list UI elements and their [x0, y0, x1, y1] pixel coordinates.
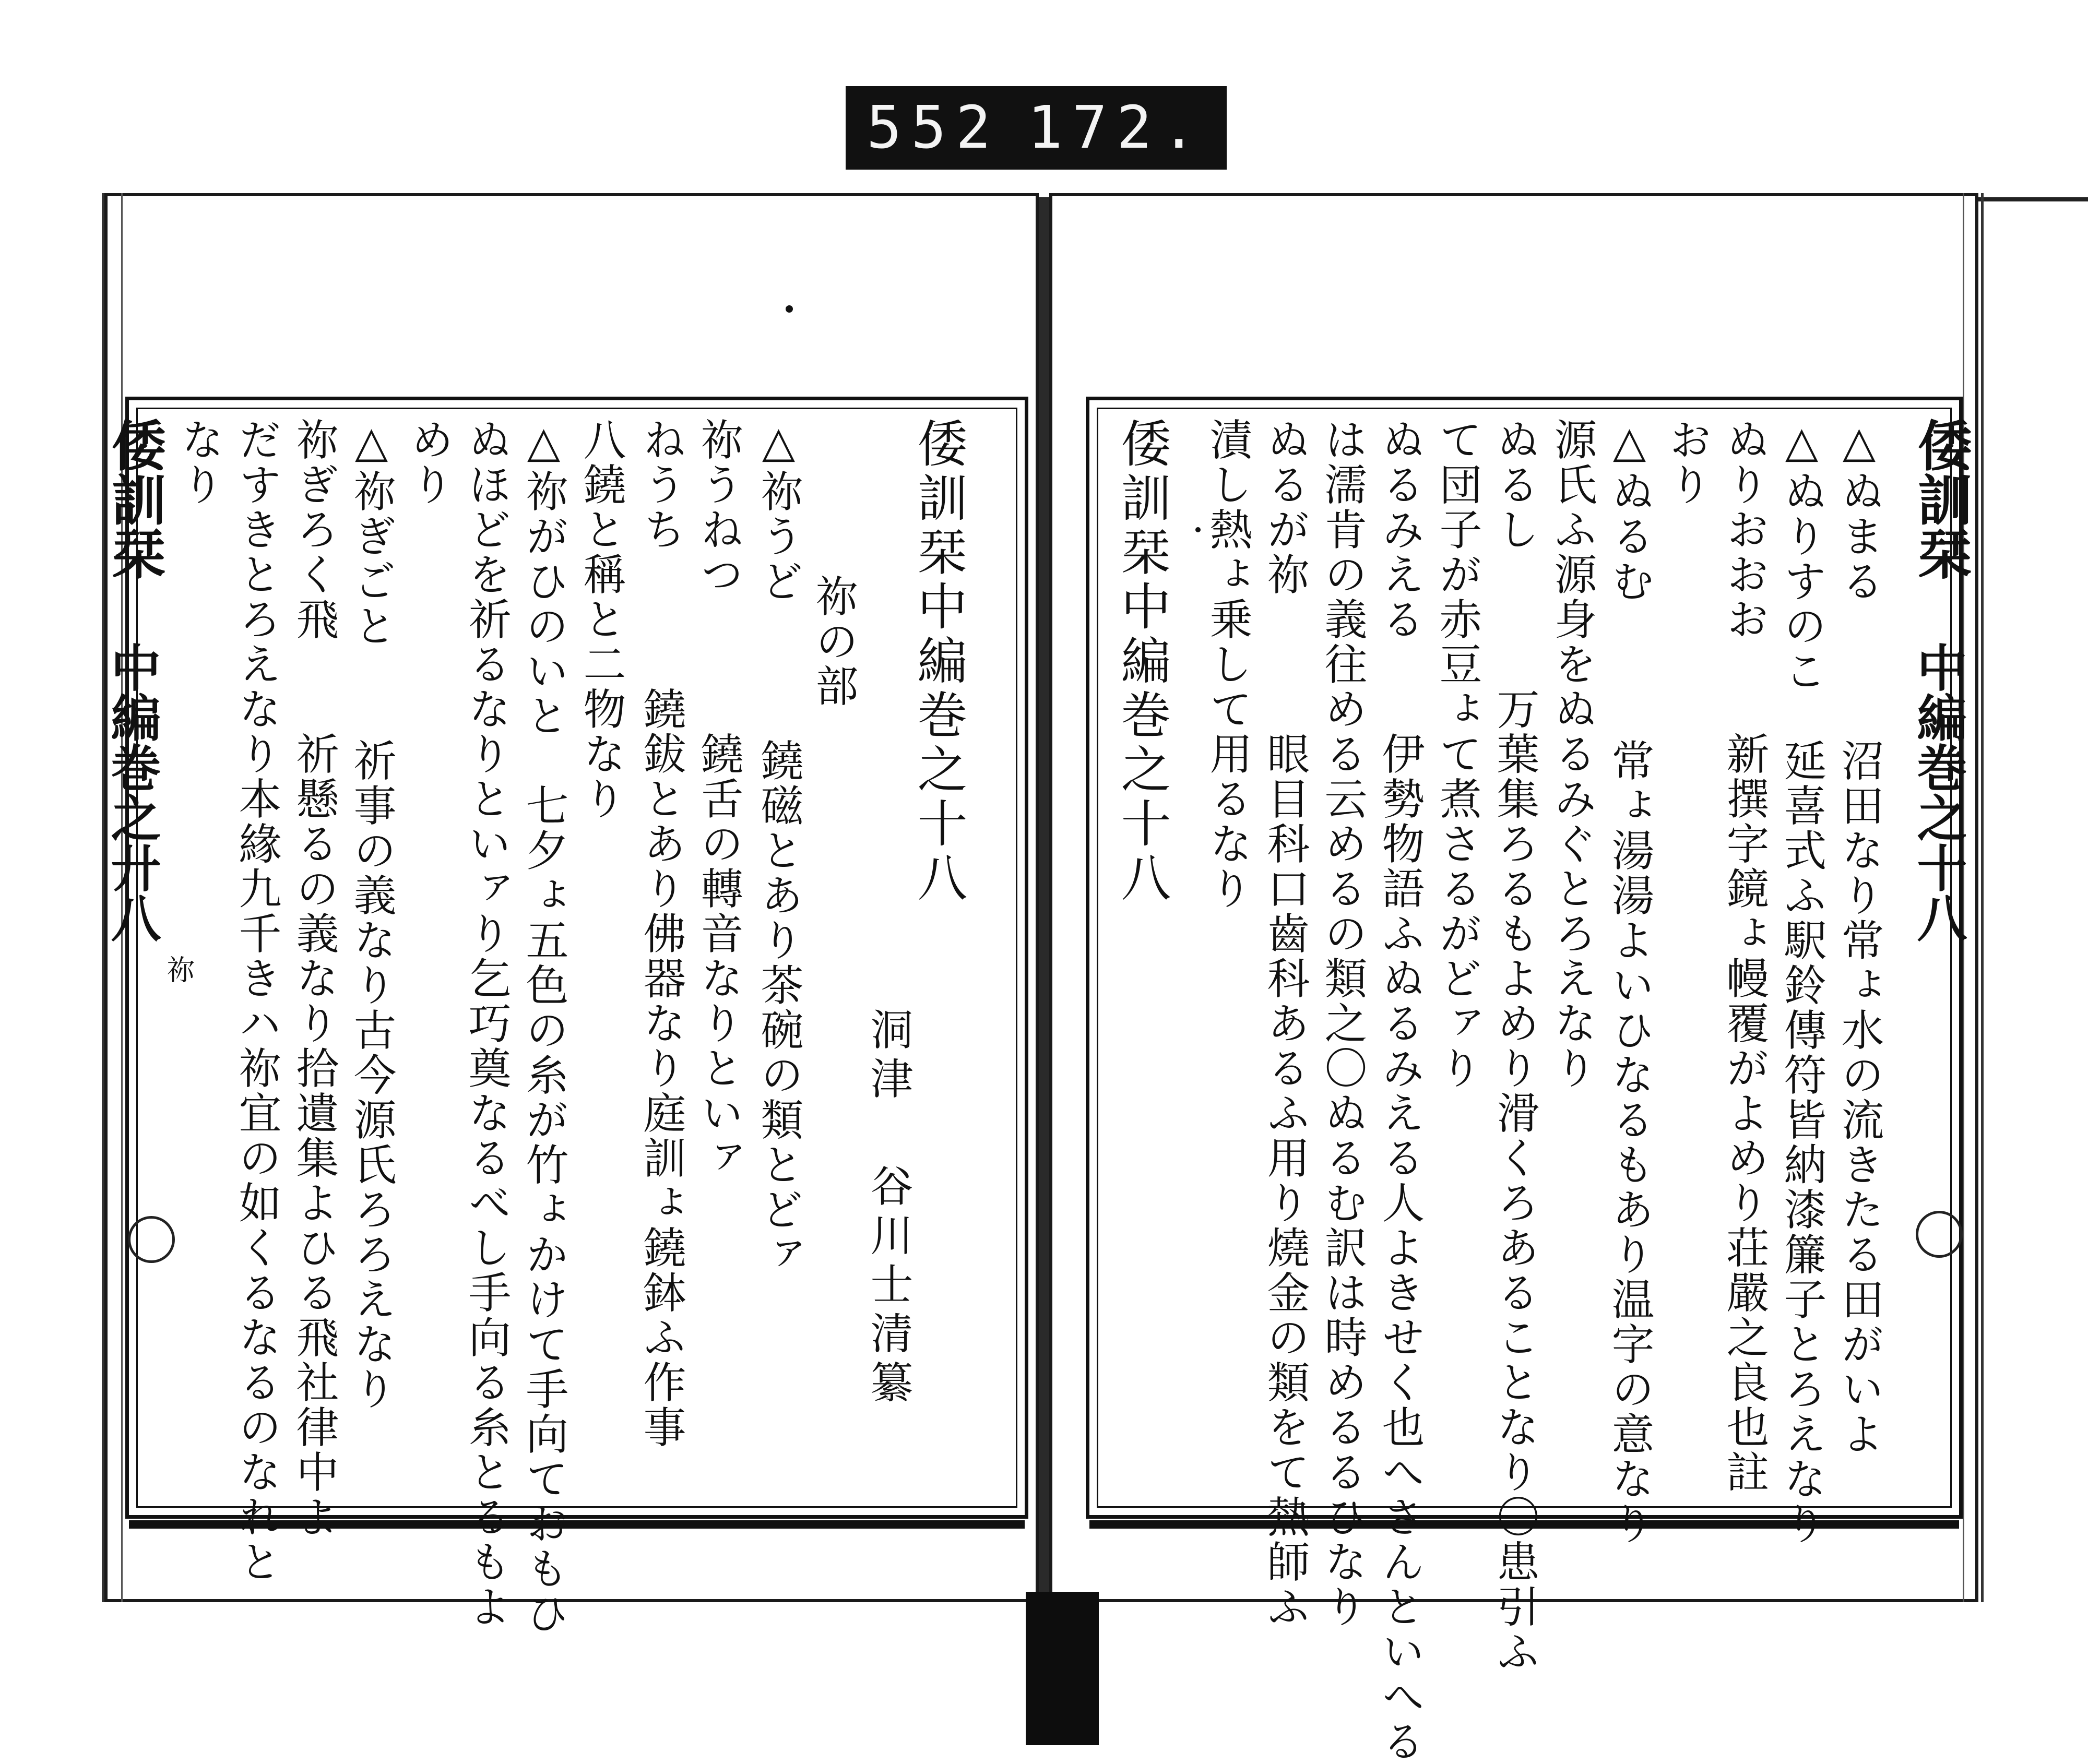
- left-text-column: なり: [174, 418, 224, 507]
- left-text-column: 八鐃と稱と二物なり: [576, 418, 626, 821]
- right-page-title: 倭訓栞中編巻之十八: [1113, 418, 1171, 906]
- right-text-column: ぬりおおお 新撰字鏡ょ幔覆がよめり荘嚴之良也註: [1719, 418, 1769, 1495]
- right-text-column: 漬し熱ょ乗して用るなり: [1203, 418, 1252, 911]
- right-text-column: 源氏ふ源身をぬるみぐとろえなり: [1547, 418, 1597, 1091]
- right-text-column: は濡肯の義往める云めるの類之〇ぬるむ訳は時めるるひなり: [1318, 418, 1367, 1629]
- scan-label: [846, 86, 1227, 170]
- left-edge-circle-mark: [128, 1216, 175, 1263]
- left-text-column: ねうち 鐃鈸とあり佛器なり庭訓ょ鐃鉢ふ作事: [636, 418, 686, 1450]
- left-text-column: ぬほどを祈るなりといァり乞巧奠なるべし手向る糸とるもよ: [461, 418, 511, 1629]
- left-page-title: 倭訓栞中編巻之十八: [909, 418, 968, 906]
- left-text-column: だすきとろえなり本緣九千きハ祢宜の如くるなるのなれと: [232, 418, 281, 1584]
- scan-label-left: 552: [867, 94, 1001, 162]
- left-edge-volume: 中編巻之廾八: [103, 642, 162, 943]
- right-edge-title: 倭訓栞: [1908, 418, 1973, 580]
- gutter-shadow: [1026, 1592, 1099, 1745]
- left-edge-part: 祢: [162, 955, 195, 983]
- right-text-column: △ぬりすのこ 延喜式ふ駅鈴傳符皆納漆簾子とろえなり: [1777, 418, 1826, 1546]
- right-text-column: ぬるし 万葉集ろるもよめり滑くろあることなり〇患引ふ: [1490, 418, 1539, 1674]
- right-text-column: ぬるみえる 伊勢物語ふぬるみえる人よきせく也へさんといへる: [1375, 418, 1425, 1764]
- ink-dot: [786, 305, 793, 313]
- left-text-column: 祢うねつ 鐃舌の轉音なりといァ: [694, 418, 743, 1181]
- right-text-column: △ぬるむ 常ょ湯湯よいひなるもあり温字の意なり: [1605, 418, 1654, 1546]
- right-edge-volume: 中編巻之十八: [1909, 642, 1968, 943]
- right-text-column: ぬるが祢 眼目科口齒科あるふ用り燒金の類をて熱師ふ: [1260, 418, 1310, 1629]
- scan-label-right: 172.: [1027, 94, 1206, 162]
- left-text-column: △祢がひのいと 七夕ょ五色の糸が竹ょかけて手向ておもひ: [519, 418, 568, 1636]
- author-place: 洞津: [863, 1007, 913, 1105]
- author-name: 谷川士清纂: [863, 1164, 913, 1409]
- right-text-column: て団子が赤豆ょて煮さるがどァり: [1432, 418, 1482, 1091]
- left-edge-title: 倭訓栞: [102, 418, 167, 580]
- left-text-column: △祢ぎごと 祈事の義なり古今源氏ろろえなり: [347, 418, 396, 1412]
- left-text-column: 祢ぎろく飛 祈懸るの義なり拾遺集よひる飛社律中よ: [289, 418, 339, 1540]
- left-section-heading: 祢の部: [809, 574, 858, 709]
- left-text-column: △祢うど 鐃磁とあり茶碗の類とどァ: [754, 418, 803, 1277]
- left-text-column: めり: [404, 418, 454, 507]
- ink-dot: [1195, 527, 1201, 532]
- right-edge-circle-mark: [1916, 1211, 1963, 1258]
- right-text-column: おり: [1662, 418, 1712, 507]
- right-text-column: △ぬまる 沼田なり常ょ水の流きたる田がいよ: [1834, 418, 1884, 1457]
